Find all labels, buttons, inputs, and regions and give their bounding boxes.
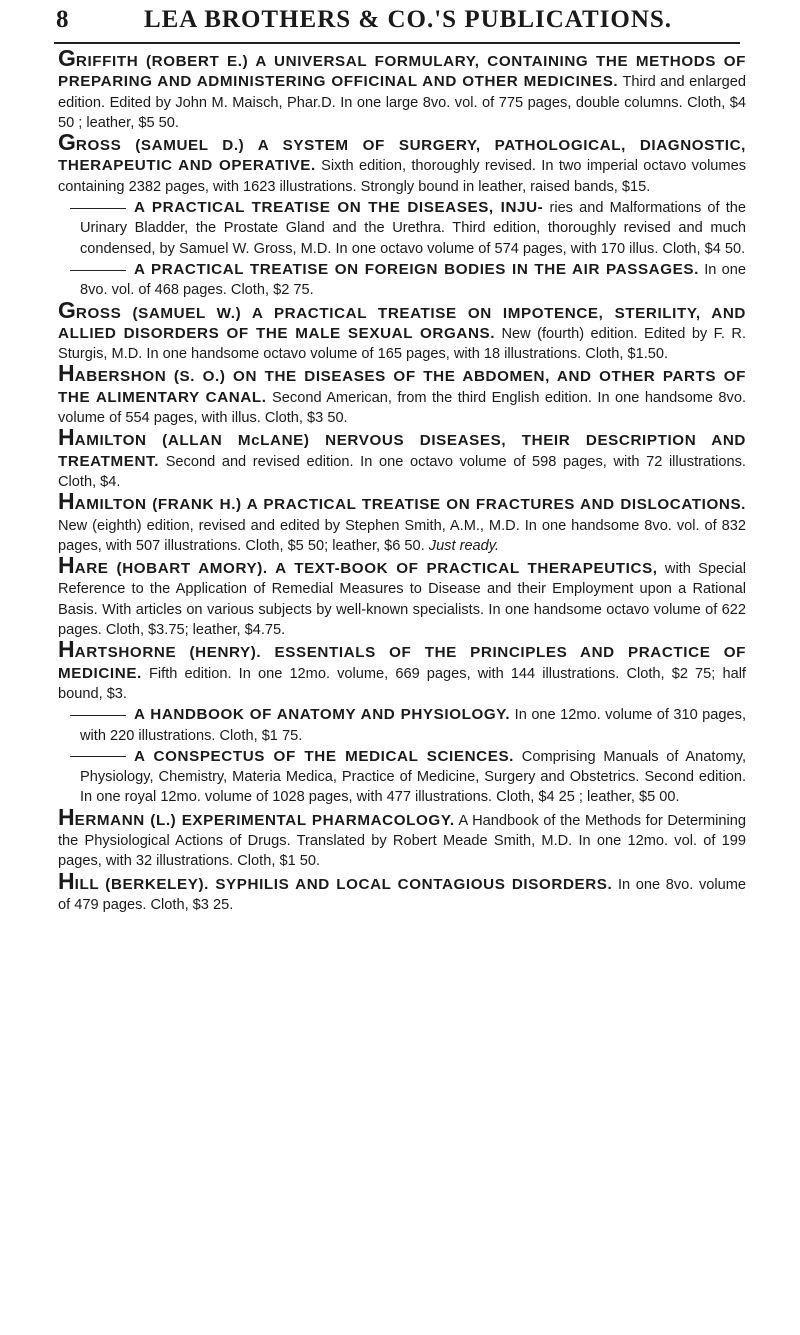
page-header — [56, 6, 740, 34]
catalog-entry: HERMANN (L.) EXPERIMENTAL PHARMACOLOGY. A Handbook of the Methods for Determining the Physiological Actions of Drugs. Translated by Robert Meade Smith, M.D. In one 12mo. vol. of 199 pages, with 32 illustrations. Cloth, $1 50. — [58, 803, 746, 870]
catalog-entry: HILL (BERKELEY). SYPHILIS AND LOCAL CONTAGIOUS DISORDERS. In one 8vo. volume of 479 pages. Cloth, $3 25. — [58, 867, 746, 913]
catalog-entry: GROSS (SAMUEL D.) A SYSTEM OF SURGERY, PATHOLOGICAL, DIAGNOSTIC, THERAPEUTIC AND OPERATIVE. Sixth edition, thoroughly revised. In two imperial octavo volumes containing 2382 pages, with 1623 illustrations. Strongly bound in leather, raised bands, $15. — [58, 129, 746, 195]
catalog-entry: GRIFFITH (ROBERT E.) A UNIVERSAL FORMULARY, CONTAINING THE METHODS OF PREPARING AND ADMINISTERING OFFICINAL AND OTHER MEDICINES. Third and enlarged edition. Edited by John M. Maisch, Phar.D. In one large 8vo. vol. of 775 pages, double columns. Cloth, $4 50 ; leather, $5 50. — [58, 45, 746, 131]
catalog-entry: HAMILTON (ALLAN McLANE) NERVOUS DISEASES, THEIR DESCRIPTION AND TREATMENT. Second and revised edition. In one octavo volume of 598 pages, with 72 illustrations. Cloth, $4. — [58, 424, 746, 490]
catalog-entry: GROSS (SAMUEL W.) A PRACTICAL TREATISE ON IMPOTENCE, STERILITY, AND ALLIED DISORDERS OF THE MALE SEXUAL ORGANS. New (fourth) edition. Edited by F. R. Sturgis, M.D. In one handsome octavo volume of 165 pages, with 18 illustrations. Cloth, $1.50. — [58, 296, 746, 363]
catalog-entry-sub: A HANDBOOK OF ANATOMY AND PHYSIOLOGY. In one 12mo. volume of 310 pages, with 220 illustrations. Cloth, $1 75. — [58, 705, 746, 746]
catalog-entry-sub: A PRACTICAL TREATISE ON THE DISEASES, INJU- ries and Malformations of the Urinary Bladder, the Prostate Gland and the Urethra. Third edition, thoroughly revised and much condensed, by Samuel W. Gross, M.D. In one octavo volume of 574 pages, with 170 illus. Cloth, $4 50. — [58, 198, 746, 259]
page-number: 8 — [56, 6, 70, 33]
header-rule — [54, 42, 740, 44]
ditto-rule — [70, 756, 126, 757]
ditto-rule — [70, 208, 126, 209]
catalog-entry: HARTSHORNE (HENRY). ESSENTIALS OF THE PRINCIPLES AND PRACTICE OF MEDICINE. Fifth edition. In one 12mo. volume, 669 pages, with 144 illustrations. Cloth, $2 75; half bound, $3. — [58, 636, 746, 702]
catalog-entry-sub: A PRACTICAL TREATISE ON FOREIGN BODIES IN THE AIR PASSAGES. In one 8vo. vol. of 468 pages. Cloth, $2 75. — [58, 260, 746, 301]
entries-list — [58, 45, 747, 916]
catalog-entry: HAMILTON (FRANK H.) A PRACTICAL TREATISE ON FRACTURES AND DISLOCATIONS. New (eighth) edition, revised and edited by Stephen Smith, A.M., M.D. In one handsome 8vo. vol. of 832 pages, with 507 illustrations. Cloth, $5 50; leather, $6 50. Just ready. — [58, 488, 746, 554]
catalog-entry: HARE (HOBART AMORY). A TEXT-BOOK OF PRACTICAL THERAPEUTICS, with Special Reference to the Application of Remedial Measures to Disease and their Employment upon a Rational Basis. With articles on various subjects by well-known specialists. In one handsome octavo volume of 622 pages. Cloth, $3.75; leather, $4.75. — [58, 552, 746, 639]
ditto-rule — [70, 715, 126, 716]
catalog-entry-sub: A CONSPECTUS OF THE MEDICAL SCIENCES. Comprising Manuals of Anatomy, Physiology, Chemistry, Materia Medica, Practice of Medicine, Surgery and Obstetrics. Second edition. In one royal 12mo. volume of 1028 pages, with 477 illustrations. Cloth, $4 25 ; leather, $5 00. — [58, 747, 746, 808]
catalog-entry: HABERSHON (S. O.) ON THE DISEASES OF THE ABDOMEN, AND OTHER PARTS OF THE ALIMENTARY CANAL. Second American, from the third English edition. In one handsome 8vo. volume of 554 pages, with illus. Cloth, $3 50. — [58, 360, 747, 427]
ditto-rule — [70, 270, 126, 271]
running-title: LEA BROTHERS & CO.'S PUBLICATIONS. — [143, 6, 673, 33]
